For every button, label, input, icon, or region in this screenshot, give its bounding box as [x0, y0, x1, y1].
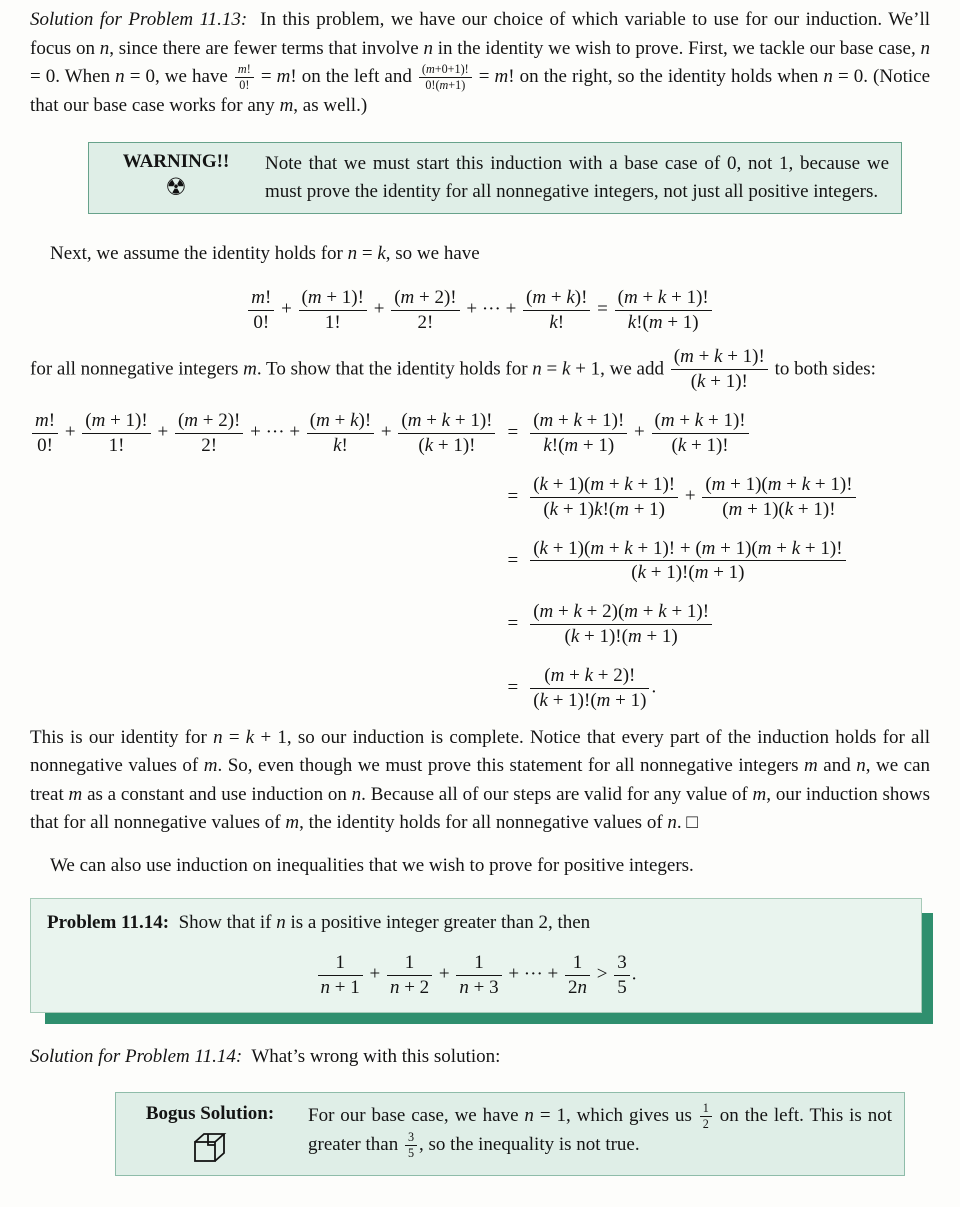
radiation-icon: ☢ — [165, 173, 187, 202]
hypothesis-equation: $\frac{m!}{0!}$ + $\frac{(m + 1)!}{1!}$ + $\frac{(m + 2)!}{2!}$ + ··· + $\frac{(m + k)!}{k!}$ = $\frac{(m + k + 1)!}{k!(m + 1)}$ — [30, 287, 930, 334]
equals-sign: = — [507, 677, 519, 699]
fraction: $\frac{(m + k + 1)!}{k!(m + 1)}$ — [615, 287, 712, 334]
bogus-label: Bogus Solution: — [145, 1102, 275, 1124]
fraction: $\frac{(m + k)!}{k!}$ — [523, 287, 590, 334]
add-to-both-sides-paragraph — [30, 346, 930, 395]
fraction: $\frac{(m + k + 1)!}{(k + 1)!}$ — [398, 410, 495, 457]
equals-sign: = — [507, 422, 519, 444]
problem-equation: $\frac{1}{n + 1}$ + $\frac{1}{n + 2}$ + $\frac{1}{n + 3}$ + ··· + $\frac{1}{2n}$ > $\frac{3}{5}$ . — [47, 952, 905, 999]
fraction: $\frac{(m+0+1)!}{0!(m+1)}$ — [419, 63, 472, 92]
fraction: $\frac{(m + k + 1)!}{k!(m + 1)}$ — [530, 410, 627, 457]
fraction: $\frac{(m + 2)!}{2!}$ — [175, 410, 243, 457]
fraction: $\frac{(m + 1)!}{1!}$ — [82, 410, 150, 457]
fraction: $\frac{(m + 1)(m + k + 1)!}{(m + 1)(k + 1)!}$ — [702, 474, 855, 521]
fraction: $\frac{1}{2}$ — [700, 1102, 712, 1131]
fraction: $\frac{3}{5}$ — [405, 1131, 417, 1160]
warning-text: Note that we must start this induction with a base case of 0, not 1, because we must prove the identity for all nonnegative integers, not just all positive integers. — [265, 153, 889, 202]
fraction: $\frac{1}{n + 1}$ — [318, 952, 363, 999]
problem-statement — [47, 909, 905, 938]
equation-rhs — [528, 601, 714, 648]
induction-hypothesis-intro: Next, we assume the identity holds for n = k, so we have — [50, 243, 480, 265]
equation-lhs: $\frac{m!}{0!}$ + $\frac{(m + 1)!}{1!}$ + $\frac{(m + 2)!}{2!}$ + ··· + $\frac{(m + k)!}{k!}$ + $\frac{(m + k + 1)!}{(k + 1)!}$ — [30, 410, 497, 457]
fraction: $\frac{(m + k)!}{k!}$ — [307, 410, 374, 457]
problem-intro: Show that if n is a positive integer greater than 2, then — [178, 912, 591, 934]
solution-11-13-paragraph: Solution for Problem 11.13: In this problem, we have our choice of which variable to use for our induction. We’ll focus on n, since there are fewer terms that involve n in the identity we wish to prove. First, we tackle our base case, n = 0. When n = 0, we have $\frac{m!}{0!}$ = m! on the left and $\frac{(m+0+1)!}{0!(m+1)}$ = m! on the right, so the identity holds when n = 0. (Notice that our base case works for any m, as well.) — [30, 9, 931, 116]
problem-box — [30, 898, 922, 1013]
fraction: $\frac{3}{5}$ — [614, 952, 630, 999]
inequalities-intro-paragraph: We can also use induction on inequalities that we wish to prove for positive integers. — [50, 854, 694, 876]
fraction: $\frac{1}{2n}$ — [565, 952, 590, 999]
fraction: $\frac{m!}{0!}$ — [235, 63, 254, 92]
aligned-derivation-block — [30, 410, 930, 711]
fraction: $\frac{(m + k + 2)!}{(k + 1)!(m + 1)}$ — [530, 665, 649, 712]
equation-rhs: $\frac{(m + k + 2)!}{(k + 1)!(m + 1)}$ . — [528, 665, 656, 712]
paragraph-text: for all nonnegative integers m. To show that the identity holds for n = k + 1, we add — [30, 358, 664, 380]
inline-display-fraction — [669, 345, 770, 393]
fraction: $\frac{(m + 1)!}{1!}$ — [299, 287, 367, 334]
bogus-solution-box — [115, 1092, 905, 1176]
equation-rhs: $\frac{(m + k + 1)!}{k!(m + 1)}$ + $\frac{(m + k + 1)!}{(k + 1)!}$ — [528, 410, 750, 457]
fraction: $\frac{(m + k + 2)(m + k + 1)!}{(k + 1)!(m + 1)}$ — [530, 601, 712, 648]
fraction: $\frac{(k + 1)(m + k + 1)! + (m + 1)(m + k + 1)!}{(k + 1)!(m + 1)}$ — [530, 538, 845, 585]
fraction: $\frac{(m + 2)!}{2!}$ — [391, 287, 459, 334]
equation-rhs — [528, 538, 847, 585]
equals-sign: = — [507, 613, 519, 635]
fraction: $\frac{(k + 1)(m + k + 1)!}{(k + 1)k!(m + 1)}$ — [530, 474, 678, 521]
bogus-label-column — [126, 1102, 294, 1165]
equals-sign: = — [507, 549, 519, 571]
solution-11-14-heading: Solution for Problem 11.14: What’s wrong with this solution: — [30, 1046, 501, 1068]
paragraph-text: to both sides: — [774, 358, 876, 380]
warning-label — [97, 150, 255, 205]
problem-label: Problem 11.14: — [47, 912, 170, 934]
warning-title: WARNING!! — [122, 151, 230, 173]
fraction: $\frac{m!}{0!}$ — [32, 410, 58, 457]
fraction: $\frac{1}{n + 2}$ — [387, 952, 432, 999]
bogus-text: For our base case, we have n = 1, which gives us $\frac{1}{2}$ on the left. This is not greater than $\frac{3}{5}$ , so the inequality is not true. — [308, 1101, 893, 1160]
cube-icon — [191, 1131, 229, 1165]
fraction: $\frac{1}{n + 3}$ — [456, 952, 501, 999]
fraction: $\frac{m!}{0!}$ — [248, 287, 274, 334]
induction-complete-paragraph: This is our identity for n = k + 1, so our induction is complete. Notice that every part of the induction holds for all nonnegative values of m. So, even though we must prove this statement for all nonnegative integers m and n, we can treat m as a constant and use induction on n. Because all of our steps are valid for any value of m, our induction shows that for all nonnegative values of m, the identity holds for all nonnegative values of n. □ — [30, 726, 931, 834]
equals-sign: = — [507, 486, 519, 508]
fraction: $\frac{(m + k + 1)!}{(k + 1)!}$ — [652, 410, 749, 457]
warning-box — [88, 142, 902, 214]
equation-rhs: $\frac{(k + 1)(m + k + 1)!}{(k + 1)k!(m + 1)}$ + $\frac{(m + 1)(m + k + 1)!}{(m + 1)(k + 1)!}$ — [528, 474, 857, 521]
fraction: $\frac{(m + k + 1)!}{(k + 1)!}$ — [671, 346, 768, 395]
